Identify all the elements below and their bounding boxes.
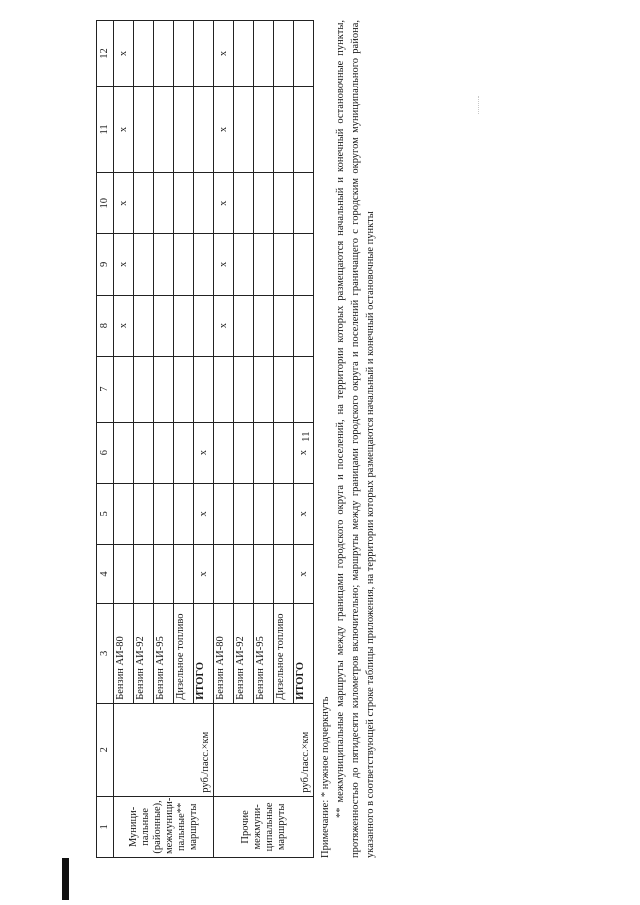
value-cell: х: [114, 21, 134, 87]
value-cell: [114, 422, 134, 483]
header-cell: 2: [97, 703, 114, 796]
value-cell: [174, 234, 194, 295]
header-cell: 9: [97, 234, 114, 295]
unit-cell: руб./пасс.×км: [214, 703, 314, 796]
value-cell: [114, 545, 134, 604]
value-cell: х: [114, 234, 134, 295]
value-cell: [294, 86, 314, 172]
value-cell: [254, 21, 274, 87]
fuel-type: Бензин АИ-92: [134, 603, 154, 703]
value-cell: [274, 173, 294, 234]
value-cell: [234, 295, 254, 356]
value-cell: [254, 295, 274, 356]
scan-speck: [478, 96, 491, 114]
value-cell: [254, 86, 274, 172]
fuel-type: ИТОГО: [294, 603, 314, 703]
value-cell: х: [214, 86, 234, 172]
value-cell: [194, 234, 214, 295]
value-cell: х: [214, 295, 234, 356]
value-cell: [234, 483, 254, 544]
value-cell: [134, 356, 154, 422]
value-cell: [194, 356, 214, 422]
value-cell: х: [214, 21, 234, 87]
value-cell: х: [194, 483, 214, 544]
value-cell: [214, 483, 234, 544]
value-cell: х: [114, 86, 134, 172]
value-cell: х: [194, 422, 214, 483]
value-cell: [154, 356, 174, 422]
value-cell: [294, 295, 314, 356]
value-cell: [194, 295, 214, 356]
value-cell: х: [294, 422, 314, 483]
value-cell: [234, 21, 254, 87]
value-cell: [214, 356, 234, 422]
value-cell: [194, 173, 214, 234]
value-cell: [194, 86, 214, 172]
value-cell: [234, 422, 254, 483]
notes: [318, 20, 378, 858]
value-cell: [174, 422, 194, 483]
value-cell: [254, 545, 274, 604]
value-cell: [274, 234, 294, 295]
value-cell: [294, 234, 314, 295]
fuel-type: Дизельное топливо: [274, 603, 294, 703]
fuel-type: Бензин АИ-80: [214, 603, 234, 703]
value-cell: х: [114, 173, 134, 234]
value-cell: [154, 234, 174, 295]
value-cell: [234, 356, 254, 422]
value-cell: [154, 545, 174, 604]
value-cell: [234, 86, 254, 172]
value-cell: х: [294, 483, 314, 544]
route-category: Прочие межмуни-ципальные маршруты: [214, 796, 314, 857]
table-row: [114, 21, 134, 858]
table-row: [214, 21, 234, 858]
value-cell: [154, 422, 174, 483]
value-cell: [274, 21, 294, 87]
fuel-type: Бензин АИ-92: [234, 603, 254, 703]
value-cell: [174, 545, 194, 604]
value-cell: [174, 483, 194, 544]
value-cell: х: [214, 234, 234, 295]
fuel-type: Бензин АИ-95: [254, 603, 274, 703]
value-cell: [274, 422, 294, 483]
value-cell: [274, 545, 294, 604]
value-cell: [174, 86, 194, 172]
value-cell: [134, 295, 154, 356]
value-cell: [134, 545, 154, 604]
value-cell: [174, 295, 194, 356]
binding-mark: [62, 858, 69, 900]
header-cell: 10: [97, 173, 114, 234]
rotated-content: [96, 20, 376, 858]
value-cell: [154, 295, 174, 356]
note-2: ** межмуниципальные маршруты между границами городского округа и поселений, на территории которых размещаются начальный и конечный остановочные пункты, протяженностью до пятидесяти километров включительно; маршруты между границами городского округа и поселений граничащего с городским округом муниципального района, указанного в соответствующей строке таблицы приложения, на территории которых размещаются начальный и конечный остановочные пункты: [335, 20, 376, 858]
value-cell: [254, 356, 274, 422]
header-cell: 5: [97, 483, 114, 544]
header-cell: 1: [97, 796, 114, 857]
header-cell: 3: [97, 603, 114, 703]
header-cell: 8: [97, 295, 114, 356]
value-cell: [134, 21, 154, 87]
value-cell: [134, 483, 154, 544]
value-cell: [294, 21, 314, 87]
unit-cell: руб./пасс.×км: [114, 703, 214, 796]
value-cell: [174, 21, 194, 87]
value-cell: [154, 21, 174, 87]
value-cell: [154, 483, 174, 544]
value-cell: [174, 173, 194, 234]
value-cell: [254, 422, 274, 483]
header-row: [97, 21, 114, 858]
value-cell: х: [294, 545, 314, 604]
value-cell: [134, 422, 154, 483]
fuel-type: Бензин АИ-95: [154, 603, 174, 703]
fuel-type: ИТОГО: [194, 603, 214, 703]
value-cell: х: [194, 545, 214, 604]
value-cell: [134, 173, 154, 234]
value-cell: [194, 21, 214, 87]
value-cell: [274, 356, 294, 422]
header-cell: 7: [97, 356, 114, 422]
value-cell: [174, 356, 194, 422]
value-cell: [114, 483, 134, 544]
header-cell: 11: [97, 86, 114, 172]
value-cell: [214, 545, 234, 604]
page-number: 11: [300, 431, 312, 442]
note-1: Примечание: * нужное подчеркнуть: [320, 696, 331, 858]
value-cell: [254, 483, 274, 544]
value-cell: [214, 422, 234, 483]
value-cell: [274, 86, 294, 172]
fuel-type: Дизельное топливо: [174, 603, 194, 703]
fuel-type: Бензин АИ-80: [114, 603, 134, 703]
value-cell: [114, 356, 134, 422]
value-cell: [274, 483, 294, 544]
value-cell: [154, 86, 174, 172]
header-cell: 4: [97, 545, 114, 604]
route-category: Муници-пальные (районные), межмуници-пальные** маршруты: [114, 796, 214, 857]
value-cell: [254, 173, 274, 234]
fuel-cost-table: [96, 20, 314, 858]
table-body: [97, 21, 314, 858]
value-cell: [134, 86, 154, 172]
value-cell: [294, 173, 314, 234]
value-cell: х: [114, 295, 134, 356]
value-cell: [234, 173, 254, 234]
value-cell: х: [214, 173, 234, 234]
value-cell: [154, 173, 174, 234]
value-cell: [274, 295, 294, 356]
value-cell: [234, 234, 254, 295]
header-cell: 12: [97, 21, 114, 87]
header-cell: 6: [97, 422, 114, 483]
value-cell: [254, 234, 274, 295]
value-cell: [134, 234, 154, 295]
value-cell: [294, 356, 314, 422]
value-cell: [234, 545, 254, 604]
